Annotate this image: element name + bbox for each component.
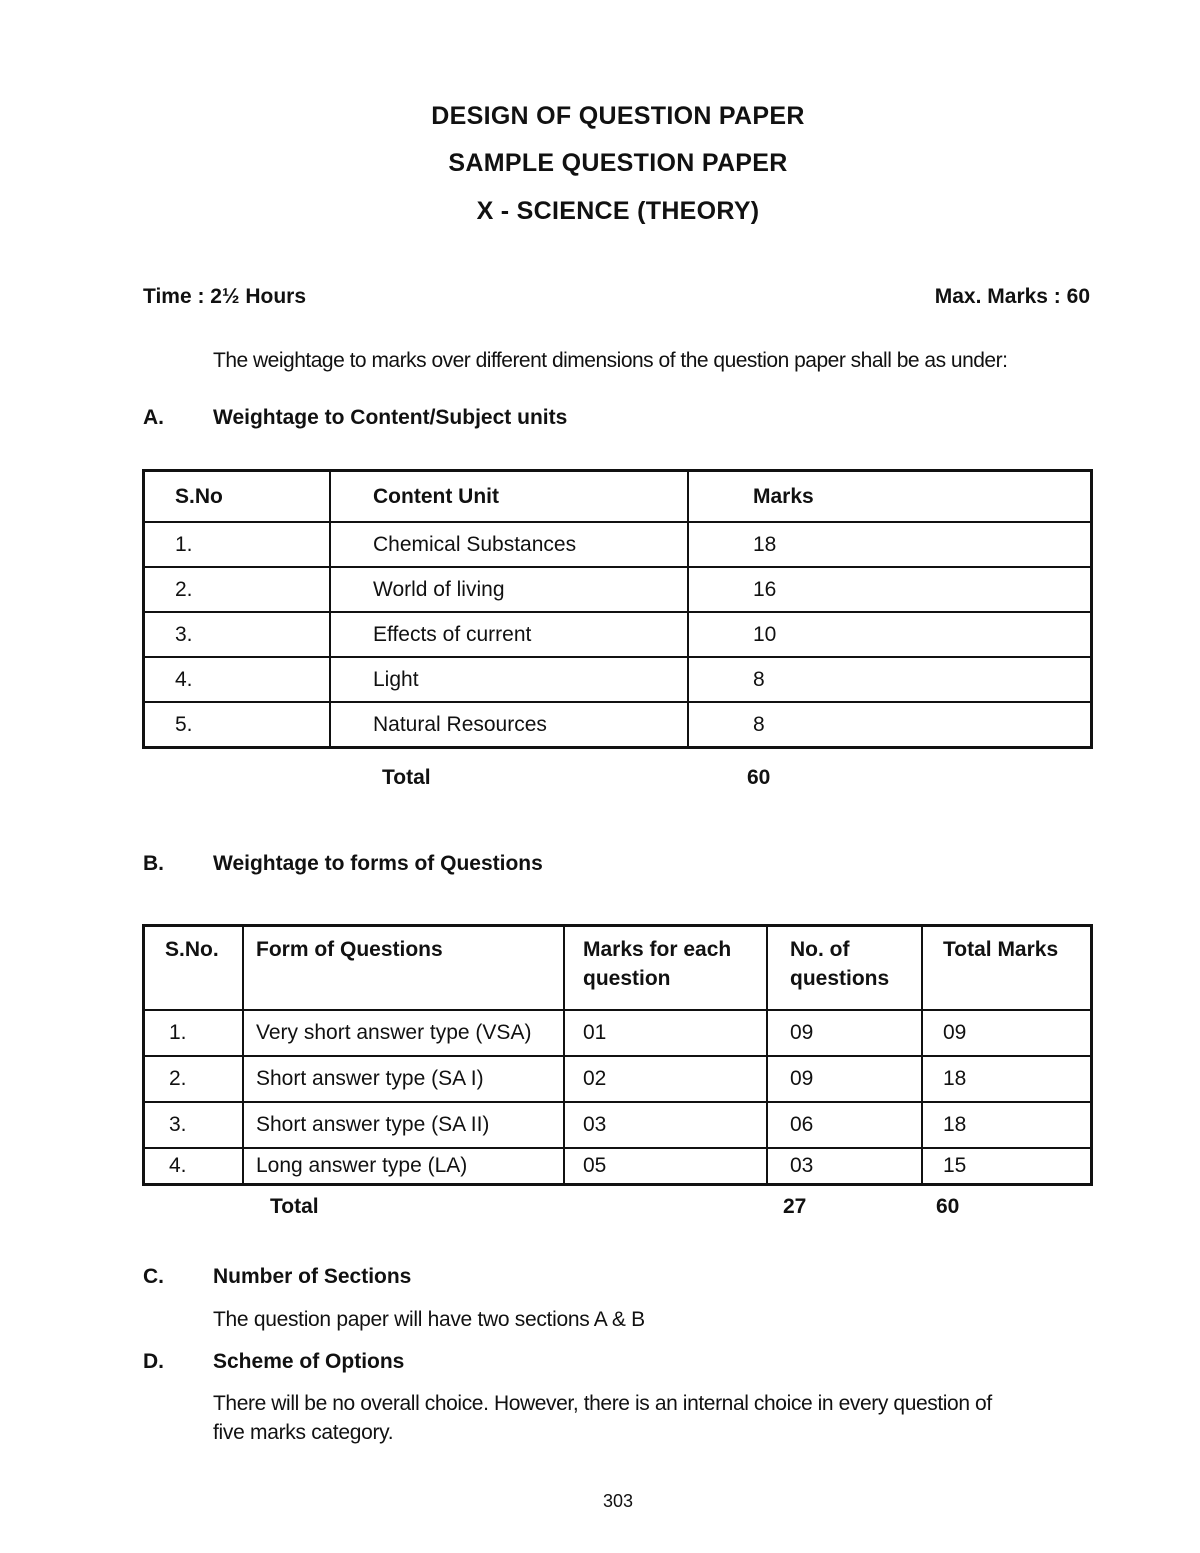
- table-row: [144, 1056, 1092, 1102]
- cell-marks-each: 01: [564, 1010, 767, 1056]
- cell-marks: 8: [688, 702, 1092, 748]
- cell-total-marks: 18: [922, 1056, 1092, 1102]
- table-row: [144, 657, 1092, 702]
- intro-text: The weightage to marks over different dimensions of the question paper shall be as under:: [213, 349, 1008, 372]
- cell-sno: 2.: [144, 1056, 244, 1102]
- table-header-row: [144, 926, 1092, 1011]
- section-a-total-marks: 60: [747, 766, 771, 789]
- cell-content-unit: Light: [330, 657, 688, 702]
- time-label: Time : 2½ Hours: [143, 285, 306, 308]
- cell-marks-each: 03: [564, 1102, 767, 1148]
- cell-sno: 4.: [144, 1148, 244, 1185]
- col-header-sno: S.No: [144, 471, 331, 523]
- cell-form: Short answer type (SA I): [243, 1056, 564, 1102]
- section-a-heading: Weightage to Content/Subject units: [213, 406, 568, 429]
- section-b-total-marks: 60: [936, 1195, 960, 1218]
- cell-form: Very short answer type (VSA): [243, 1010, 564, 1056]
- section-a-label: A.: [143, 406, 164, 429]
- col-header-content-unit: Content Unit: [330, 471, 688, 523]
- cell-marks: 8: [688, 657, 1092, 702]
- cell-marks: 16: [688, 567, 1092, 612]
- section-b-total-questions: 27: [783, 1195, 807, 1218]
- col-header-total-marks: Total Marks: [922, 926, 1092, 1011]
- cell-content-unit: World of living: [330, 567, 688, 612]
- col-header-form: Form of Questions: [243, 926, 564, 1011]
- col-header-marks: Marks: [688, 471, 1092, 523]
- cell-num-questions: 09: [767, 1010, 922, 1056]
- question-forms-table: [142, 924, 1093, 1186]
- section-c-label: C.: [143, 1265, 164, 1288]
- cell-content-unit: Natural Resources: [330, 702, 688, 748]
- cell-total-marks: 15: [922, 1148, 1092, 1185]
- cell-sno: 5.: [144, 702, 331, 748]
- cell-total-marks: 09: [922, 1010, 1092, 1056]
- document-subtitle: SAMPLE QUESTION PAPER: [448, 149, 788, 177]
- cell-sno: 4.: [144, 657, 331, 702]
- cell-num-questions: 06: [767, 1102, 922, 1148]
- col-header-sno: S.No.: [144, 926, 244, 1011]
- table-row: [144, 522, 1092, 567]
- content-weightage-table: [142, 469, 1093, 749]
- cell-sno: 1.: [144, 522, 331, 567]
- cell-num-questions: 03: [767, 1148, 922, 1185]
- subject-title: X - SCIENCE (THEORY): [476, 197, 760, 225]
- section-d-text-line2: five marks category.: [213, 1421, 394, 1444]
- cell-total-marks: 18: [922, 1102, 1092, 1148]
- document-title: DESIGN OF QUESTION PAPER: [431, 102, 805, 130]
- cell-form: Short answer type (SA II): [243, 1102, 564, 1148]
- cell-content-unit: Chemical Substances: [330, 522, 688, 567]
- section-a-total-label: Total: [382, 766, 431, 789]
- cell-sno: 2.: [144, 567, 331, 612]
- table-row: [144, 1010, 1092, 1056]
- cell-marks: 10: [688, 612, 1092, 657]
- section-c-text: The question paper will have two sections A & B: [213, 1308, 645, 1331]
- section-b-total-label: Total: [270, 1195, 319, 1218]
- cell-num-questions: 09: [767, 1056, 922, 1102]
- cell-marks: 18: [688, 522, 1092, 567]
- cell-marks-each: 05: [564, 1148, 767, 1185]
- cell-form: Long answer type (LA): [243, 1148, 564, 1185]
- table-row: [144, 612, 1092, 657]
- section-d-heading: Scheme of Options: [213, 1350, 405, 1373]
- section-c-heading: Number of Sections: [213, 1265, 412, 1288]
- table-row: [144, 702, 1092, 748]
- section-d-text-line1: There will be no overall choice. However, there is an internal choice in every question of: [213, 1392, 992, 1415]
- cell-content-unit: Effects of current: [330, 612, 688, 657]
- section-b-label: B.: [143, 852, 164, 875]
- max-marks-label: Max. Marks : 60: [934, 285, 1090, 308]
- cell-marks-each: 02: [564, 1056, 767, 1102]
- col-header-marks-each: Marks for each question: [564, 926, 767, 1011]
- section-b-heading: Weightage to forms of Questions: [213, 852, 543, 875]
- table-row: [144, 1102, 1092, 1148]
- page-number: 303: [602, 1491, 634, 1511]
- table-header-row: [144, 471, 1092, 523]
- cell-sno: 1.: [144, 1010, 244, 1056]
- table-row: [144, 1148, 1092, 1185]
- section-d-label: D.: [143, 1350, 164, 1373]
- table-row: [144, 567, 1092, 612]
- cell-sno: 3.: [144, 1102, 244, 1148]
- cell-sno: 3.: [144, 612, 331, 657]
- col-header-num-questions: No. of questions: [767, 926, 922, 1011]
